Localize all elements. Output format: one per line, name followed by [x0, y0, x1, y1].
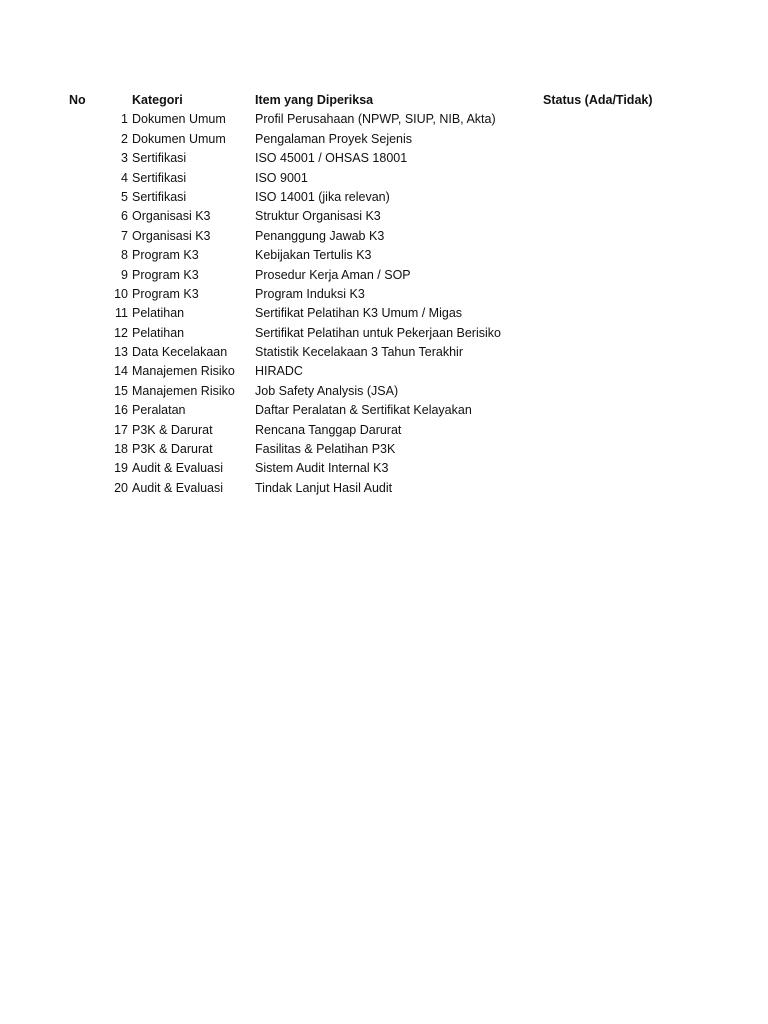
- row-item: Penanggung Jawab K3: [255, 228, 385, 243]
- row-number: 11: [115, 306, 128, 321]
- row-item: Sistem Audit Internal K3: [255, 461, 389, 476]
- row-item: Sertifikat Pelatihan untuk Pekerjaan Berisiko: [255, 325, 501, 340]
- table-row: [0, 207, 768, 226]
- row-number: 3: [121, 151, 128, 166]
- row-category: Data Kecelakaan: [132, 345, 228, 360]
- table-row: [0, 421, 768, 440]
- table-row: [0, 227, 768, 246]
- row-item: Program Induksi K3: [255, 286, 365, 301]
- row-item: Daftar Peralatan & Sertifikat Kelayakan: [255, 403, 472, 418]
- row-item: Profil Perusahaan (NPWP, SIUP, NIB, Akta): [255, 112, 496, 127]
- row-number: 15: [114, 383, 128, 398]
- row-item: Tindak Lanjut Hasil Audit: [255, 480, 393, 495]
- table-row: [0, 169, 768, 188]
- row-number: 7: [121, 228, 128, 243]
- row-category: Manajemen Risiko: [132, 383, 235, 398]
- row-category: Organisasi K3: [132, 209, 211, 224]
- table-row: [0, 343, 768, 362]
- row-category: Dokumen Umum: [132, 112, 226, 127]
- row-category: Pelatihan: [132, 325, 185, 340]
- table-row: [0, 110, 768, 129]
- row-number: 2: [121, 131, 128, 146]
- table-body: [0, 110, 768, 498]
- table-row: [0, 324, 768, 343]
- row-category: Audit & Evaluasi: [132, 480, 224, 495]
- row-item: Job Safety Analysis (JSA): [255, 383, 399, 398]
- table-row: [0, 362, 768, 381]
- row-category: Organisasi K3: [132, 228, 211, 243]
- row-item: Pengalaman Proyek Sejenis: [255, 131, 413, 146]
- table-row: [0, 149, 768, 168]
- row-category: P3K & Darurat: [132, 422, 213, 437]
- row-category: Manajemen Risiko: [132, 364, 235, 379]
- table-row: [0, 188, 768, 207]
- table-row: [0, 401, 768, 420]
- table-row: [0, 382, 768, 401]
- row-item: ISO 9001: [255, 170, 308, 185]
- header-item: Item yang Diperiksa: [255, 93, 374, 107]
- row-item: Prosedur Kerja Aman / SOP: [255, 267, 411, 282]
- row-number: 14: [114, 364, 128, 379]
- row-item: ISO 14001 (jika relevan): [255, 189, 390, 204]
- table-row: [0, 479, 768, 498]
- row-category: Dokumen Umum: [132, 131, 226, 146]
- row-number: 17: [114, 422, 128, 437]
- row-item: Statistik Kecelakaan 3 Tahun Terakhir: [255, 345, 463, 360]
- row-number: 13: [114, 345, 128, 360]
- row-number: 19: [114, 461, 128, 476]
- header-category: Kategori: [132, 93, 183, 107]
- row-category: Sertifikasi: [132, 151, 187, 166]
- table-row: [0, 130, 768, 149]
- row-category: P3K & Darurat: [132, 442, 213, 457]
- row-category: Sertifikasi: [132, 170, 187, 185]
- row-category: Program K3: [132, 248, 199, 263]
- row-number: 5: [121, 189, 128, 204]
- table-row: [0, 304, 768, 323]
- row-number: 6: [121, 209, 128, 224]
- row-category: Program K3: [132, 267, 199, 282]
- table-row: [0, 246, 768, 265]
- table-row: [0, 459, 768, 478]
- row-category: Peralatan: [132, 403, 186, 418]
- row-item: ISO 45001 / OHSAS 18001: [255, 151, 408, 166]
- row-item: Rencana Tanggap Darurat: [255, 422, 402, 437]
- table-row: [0, 266, 768, 285]
- row-item: Fasilitas & Pelatihan P3K: [255, 442, 396, 457]
- row-category: Audit & Evaluasi: [132, 461, 224, 476]
- row-number: 4: [121, 170, 128, 185]
- row-category: Sertifikasi: [132, 189, 187, 204]
- row-number: 10: [114, 286, 128, 301]
- row-item: HIRADC: [255, 364, 303, 379]
- header-no: No: [69, 93, 86, 107]
- row-item: Sertifikat Pelatihan K3 Umum / Migas: [255, 306, 463, 321]
- row-number: 12: [114, 325, 128, 340]
- row-category: Program K3: [132, 286, 199, 301]
- row-number: 8: [121, 248, 128, 263]
- row-number: 18: [114, 442, 128, 457]
- table-row: [0, 440, 768, 459]
- checklist-table: [0, 91, 768, 498]
- row-item: Struktur Organisasi K3: [255, 209, 381, 224]
- row-category: Pelatihan: [132, 306, 185, 321]
- row-number: 1: [121, 112, 128, 127]
- table-row: [0, 285, 768, 304]
- row-item: Kebijakan Tertulis K3: [255, 248, 372, 263]
- row-number: 20: [114, 480, 128, 495]
- table-header-row: [0, 91, 768, 110]
- row-number: 9: [121, 267, 128, 282]
- header-status: Status (Ada/Tidak): [543, 93, 653, 107]
- row-number: 16: [114, 403, 128, 418]
